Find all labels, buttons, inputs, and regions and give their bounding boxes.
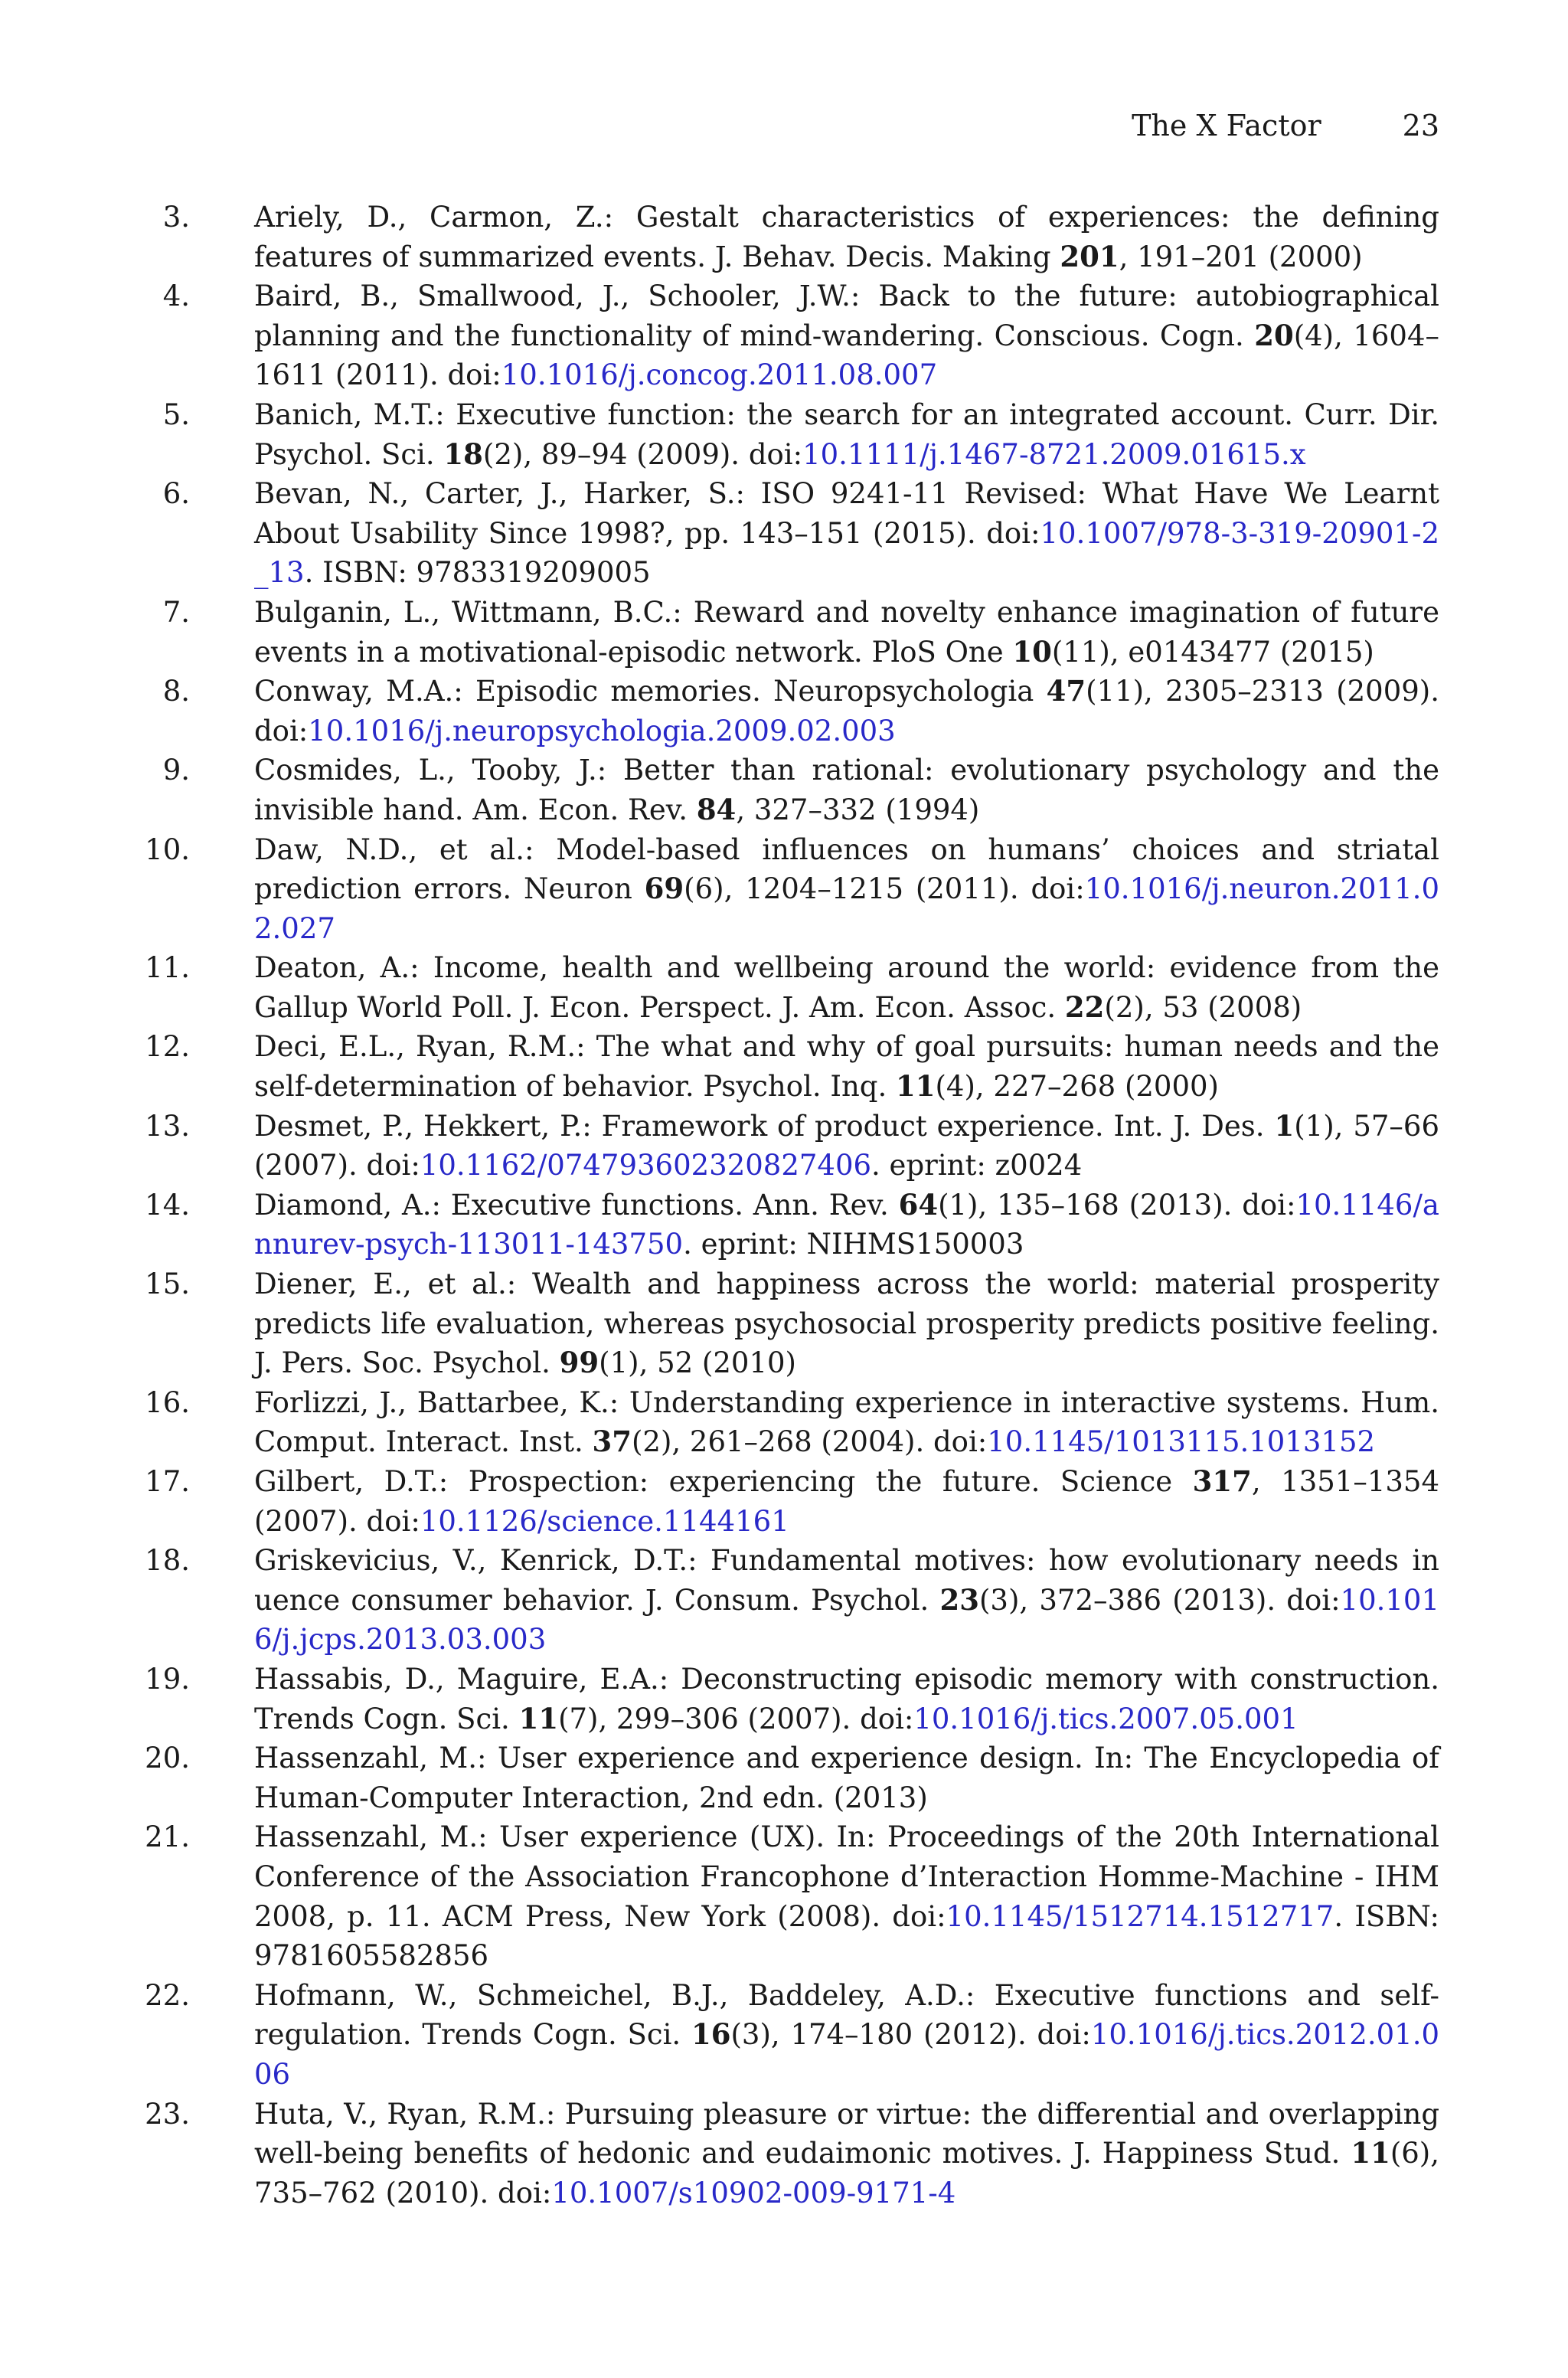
reference-tail: . eprint: NIHMS150003 — [683, 1228, 1024, 1261]
reference-text: Banich, M.T.: Executive function: the search for an integrated account. Curr. Dir. Psychol. Sci. — [254, 397, 1439, 471]
reference-text-cont: , 327–332 (1994) — [736, 793, 980, 826]
doi-link[interactable]: 10.1016/j.tics.2012.01.006 — [254, 2018, 1439, 2091]
doi-link[interactable]: 10.1146/annurev-psych-113011-143750 — [254, 1188, 1439, 1261]
reference-text: Bulganin, L., Wittmann, B.C.: Reward and novelty enhance imagination of future events in a motivational-episodic network. PloS One — [254, 595, 1439, 669]
reference-number: 13. — [145, 1109, 190, 1143]
reference-text-cont: (6), 1204–1215 (2011). doi: — [684, 872, 1085, 906]
reference-item — [162, 672, 1439, 751]
reference-text-cont: (4), 227–268 (2000) — [935, 1070, 1219, 1104]
reference-item — [145, 1739, 1439, 1817]
reference-number: 10. — [145, 832, 190, 866]
doi-link[interactable]: 10.1145/1013115.1013152 — [987, 1425, 1376, 1459]
reference-text: Hassenzahl, M.: User experience and experience design. In: The Encyclopedia of Human-Computer Interaction, 2nd edn. (2013) — [254, 1742, 1439, 1814]
reference-volume: 47 — [1046, 674, 1086, 708]
reference-number: 8. — [162, 675, 190, 708]
page-number: 23 — [1402, 109, 1439, 142]
reference-number: 21. — [145, 1820, 190, 1854]
reference-tail: . eprint: z0024 — [871, 1149, 1083, 1182]
reference-item — [145, 1186, 1439, 1264]
reference-item — [162, 593, 1439, 672]
reference-item — [145, 1107, 1439, 1186]
reference-number: 18. — [145, 1544, 190, 1578]
reference-number: 20. — [145, 1742, 190, 1775]
reference-volume: 1 — [1274, 1108, 1295, 1143]
reference-text: Deci, E.L., Ryan, R.M.: The what and why of goal pursuits: human needs and the self-determination of behavior. Psychol. Inq. — [254, 1030, 1439, 1104]
reference-item — [162, 198, 1439, 276]
reference-text: Bevan, N., Carter, J., Harker, S.: ISO 9241-11 Revised: What Have We Learnt About Usability Since 1998?, pp. 143–151 (2015). doi: — [254, 477, 1439, 550]
reference-volume: 10 — [1012, 634, 1052, 669]
doi-link[interactable]: 10.1126/science.1144161 — [420, 1504, 789, 1538]
reference-volume: 11 — [1351, 2136, 1390, 2170]
reference-item — [145, 948, 1439, 1027]
reference-text: Gilbert, D.T.: Prospection: experiencing the future. Science — [254, 1465, 1193, 1498]
doi-link[interactable]: 10.1016/j.tics.2007.05.001 — [913, 1702, 1298, 1735]
doi-link[interactable]: 10.1016/j.neuron.2011.02.027 — [254, 872, 1439, 945]
reference-number: 16. — [145, 1385, 190, 1419]
reference-text: Griskevicius, V., Kenrick, D.T.: Fundamental motives: how evolutionary needs in uence consumer behavior. J. Consum. Psychol. — [254, 1544, 1439, 1617]
reference-text: Cosmides, L., Tooby, J.: Better than rational: evolutionary psychology and the invisible hand. Am. Econ. Rev. — [254, 754, 1439, 826]
reference-number: 23. — [145, 2097, 190, 2131]
reference-volume: 11 — [896, 1069, 936, 1104]
reference-volume: 20 — [1254, 318, 1294, 352]
doi-link[interactable]: 10.1016/j.jcps.2013.03.003 — [254, 1583, 1439, 1657]
reference-volume: 99 — [559, 1346, 599, 1380]
reference-volume: 18 — [443, 437, 483, 471]
running-title: The X Factor — [1132, 109, 1321, 142]
reference-item — [162, 395, 1439, 474]
doi-link[interactable]: 10.1007/s10902-009-9171-4 — [551, 2176, 956, 2210]
reference-item — [145, 1462, 1439, 1541]
reference-volume: 69 — [644, 872, 684, 906]
reference-item — [162, 751, 1439, 829]
reference-text: Diener, E., et al.: Wealth and happiness across the world: material prosperity predicts life evaluation, whereas psychosocial prosperity predicts positive feeling. J. Pers. Soc. Psychol. — [254, 1268, 1439, 1380]
reference-tail: . ISBN: 9783319209005 — [304, 556, 651, 590]
reference-text-cont: (11), 2305–2313 (2009). doi: — [254, 675, 1439, 747]
reference-text-cont: , 1351–1354 (2007). doi: — [254, 1465, 1439, 1538]
reference-item — [145, 1027, 1439, 1106]
reference-volume: 11 — [518, 1701, 559, 1735]
reference-text: Daw, N.D., et al.: Model-based influences on humans’ choices and striatal prediction errors. Neuron — [254, 832, 1439, 906]
reference-item — [145, 830, 1439, 949]
reference-list — [145, 198, 1439, 2213]
reference-volume: 64 — [898, 1187, 939, 1222]
reference-text: Diamond, A.: Executive functions. Ann. Rev. — [254, 1188, 899, 1222]
reference-text: Conway, M.A.: Episodic memories. Neuropsychologia — [254, 675, 1047, 708]
reference-item — [145, 1264, 1439, 1383]
reference-text-cont: (7), 299–306 (2007). doi: — [558, 1702, 914, 1735]
reference-item — [162, 474, 1439, 593]
reference-text-cont: (2), 261–268 (2004). doi: — [631, 1425, 988, 1459]
reference-volume: 201 — [1060, 239, 1119, 273]
reference-text-cont: (1), 52 (2010) — [599, 1346, 796, 1380]
reference-text-cont: (2), 53 (2008) — [1104, 990, 1302, 1024]
reference-text-cont: (2), 89–94 (2009). doi: — [482, 437, 803, 471]
reference-text-cont: (4), 1604–1611 (2011). doi: — [254, 319, 1439, 392]
reference-number: 3. — [162, 201, 190, 234]
reference-item — [145, 1976, 1439, 2095]
reference-text: Hassenzahl, M.: User experience (UX). In: Proceedings of the 20th International Conference of the Association Francophone d’Interaction Homme-Machine - IHM 2008, p. 11. ACM Press, New York (2008). doi: — [254, 1820, 1439, 1933]
doi-link[interactable]: 10.1007/978-3-319-20901-2_13 — [254, 516, 1439, 590]
reference-item — [145, 1541, 1439, 1660]
reference-number: 4. — [162, 280, 190, 313]
reference-text-cont: (1), 57–66 (2007). doi: — [254, 1109, 1439, 1182]
reference-volume: 84 — [696, 792, 737, 826]
reference-text: Huta, V., Ryan, R.M.: Pursuing pleasure or virtue: the differential and overlapping well-being benefits of hedonic and eudaimonic motives. J. Happiness Stud. — [254, 2097, 1439, 2170]
reference-text-cont: (11), e0143477 (2015) — [1051, 635, 1374, 669]
reference-text-cont: (3), 372–386 (2013). doi: — [979, 1583, 1341, 1617]
reference-item — [145, 1817, 1439, 1975]
reference-volume: 16 — [691, 2017, 731, 2052]
reference-item — [162, 276, 1439, 395]
reference-number: 12. — [145, 1030, 190, 1064]
reference-volume: 37 — [592, 1425, 632, 1459]
reference-text: Deaton, A.: Income, health and wellbeing around the world: evidence from the Gallup World Poll. J. Econ. Perspect. J. Am. Econ. Assoc. — [254, 951, 1439, 1024]
reference-text-cont: (3), 174–180 (2012). doi: — [730, 2018, 1091, 2052]
doi-link[interactable]: 10.1162/074793602320827406 — [420, 1149, 872, 1182]
reference-item — [145, 1383, 1439, 1462]
running-head — [1132, 103, 1439, 149]
reference-volume: 23 — [939, 1582, 979, 1617]
reference-number: 6. — [162, 477, 190, 511]
reference-text: Hassabis, D., Maguire, E.A.: Deconstructing episodic memory with construction. Trends Cogn. Sci. — [254, 1662, 1439, 1735]
reference-number: 5. — [162, 397, 190, 431]
doi-link[interactable]: 10.1111/j.1467-8721.2009.01615.x — [802, 437, 1306, 471]
reference-tail: . ISBN: 9781605582856 — [254, 1899, 1439, 1973]
reference-text-cont: , 191–201 (2000) — [1119, 240, 1363, 273]
reference-number: 11. — [145, 951, 190, 985]
doi-link[interactable]: 10.1145/1512714.1512717 — [946, 1899, 1334, 1933]
doi-link[interactable]: 10.1016/j.neuropsychologia.2009.02.003 — [308, 714, 896, 747]
reference-number: 14. — [145, 1188, 190, 1222]
reference-number: 19. — [145, 1662, 190, 1696]
reference-number: 7. — [162, 595, 190, 629]
reference-volume: 317 — [1192, 1464, 1252, 1498]
doi-link[interactable]: 10.1016/j.concog.2011.08.007 — [501, 358, 938, 392]
reference-text: Desmet, P., Hekkert, P.: Framework of product experience. Int. J. Des. — [254, 1109, 1275, 1143]
reference-item — [145, 2095, 1439, 2213]
reference-volume: 22 — [1064, 989, 1105, 1024]
reference-number: 15. — [145, 1268, 190, 1301]
reference-text: Hofmann, W., Schmeichel, B.J., Baddeley, A.D.: Executive functions and self-regulation. Trends Cogn. Sci. — [254, 1978, 1439, 2052]
reference-number: 22. — [145, 1978, 190, 2012]
reference-text: Baird, B., Smallwood, J., Schooler, J.W.: Back to the future: autobiographical planning and the functionality of mind-wandering. Conscious. Cogn. — [254, 280, 1439, 352]
reference-text: Forlizzi, J., Battarbee, K.: Understanding experience in interactive systems. Hum. Comput. Interact. Inst. — [254, 1385, 1439, 1459]
reference-number: 9. — [162, 754, 190, 787]
reference-text-cont: (1), 135–168 (2013). doi: — [938, 1188, 1296, 1222]
reference-text: Ariely, D., Carmon, Z.: Gestalt characteristics of experiences: the defining features of summarized events. J. Behav. Decis. Making — [254, 201, 1439, 273]
reference-item — [145, 1660, 1439, 1739]
reference-text-cont: (6), 735–762 (2010). doi: — [254, 2137, 1439, 2210]
reference-number: 17. — [145, 1465, 190, 1498]
